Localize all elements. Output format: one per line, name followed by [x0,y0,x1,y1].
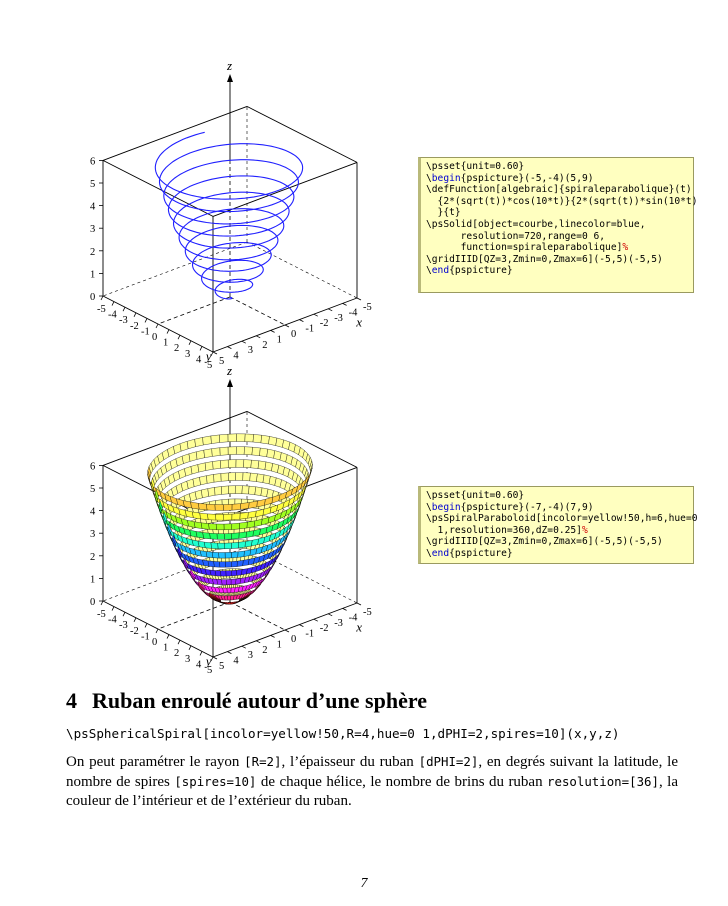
ribbon-facet [228,486,235,494]
y-tick-label: 0 [291,329,297,340]
x-tick [167,330,169,334]
section-heading [66,688,427,714]
spiral-paraboloid-plot [0,365,420,675]
ribbon-facet [215,505,224,511]
description-paragraph [66,752,678,811]
z-tick-label: 4 [90,201,96,213]
ribbon-facet [201,523,209,530]
x-tick-label: -3 [119,620,128,632]
ribbon-facet [221,473,229,481]
y-tick [343,303,347,305]
ribbon-facet [198,503,207,510]
frame-edge [103,106,247,160]
x-tick [189,646,191,650]
ribbon-facet [235,486,242,494]
x-tick [112,302,114,306]
code-line: \gridIIID[QZ=3,Zmin=0,Zmax=6](-5,5)(-5,5) [426,536,663,548]
y-tick-label: 3 [247,345,254,357]
ribbon-facet [221,486,228,495]
para-text: On peut paramétrer le rayon [66,754,245,770]
x-tick [123,307,125,311]
ribbon-facet [212,448,221,457]
ribbon-facet [247,521,255,528]
ribbon-facet [237,434,246,442]
ribbon-facet [211,435,220,444]
ribbon-facet [203,533,211,539]
ribbon-facet [216,524,224,530]
ribbon-facet [195,437,204,446]
z-tick-label: 1 [90,574,96,586]
y-tick-label: 2 [262,339,268,351]
ribbon-facet [191,502,200,509]
ribbon-facet [182,454,190,464]
ribbon-facet [225,552,232,558]
ribbon-facet [244,550,251,557]
ribbon-facet [269,436,277,445]
y-tick-label: -3 [334,312,343,324]
y-tick [357,603,361,605]
code-line: \defFunction[algebraic]{spiraleparabolique}(t) [426,184,692,196]
ribbon-facet [219,434,228,442]
ribbon-facet [244,447,253,455]
z-tick-label: 5 [90,179,96,190]
ribbon-facet [232,523,240,530]
y-tick-label: 4 [233,350,239,362]
y-tick-label: 2 [262,644,268,656]
y-tick [256,336,260,338]
code-line: \psset{unit=0.60} [426,490,525,501]
z-tick-label: 6 [90,461,96,473]
z-tick-label: 1 [90,269,96,281]
x-tick-label: -2 [130,625,139,637]
ribbon-facet [231,561,237,567]
y-tick [314,619,318,621]
y-tick [227,347,231,349]
x-tick-label: 1 [163,337,169,349]
code-line: }{t} [426,207,461,219]
para-text: de chaque hélice, le nombre de brins du ruban [256,774,548,790]
ribbon-facet [206,504,215,510]
ribbon-facet [260,448,268,457]
y-tick [271,330,275,332]
y-tick-label: -2 [319,318,329,330]
ribbon-facet [240,512,249,519]
para-text: , en degrés suivant la latitude, le nombre de spires [66,754,678,790]
ribbon-facet [224,514,232,520]
y-tick [256,641,260,643]
x-tick [178,335,180,339]
ribbon-facet [200,476,208,485]
x-tick [200,346,202,350]
ribbon-facet [236,460,244,468]
ribbon-facet [228,447,236,455]
ribbon-facet [205,462,213,471]
ribbon-facet [184,466,192,476]
x-tick-label: -1 [141,631,150,643]
ribbon-facet [232,542,239,548]
y-tick-label: 5 [219,356,225,367]
x-tick [101,296,103,300]
x-tick-label: -5 [97,609,106,620]
ribbon-facet [228,473,235,481]
ribbon-facet [245,434,254,442]
code-line: 1,resolution=360,dZ=0.25]% [426,524,588,536]
ribbon-facet [220,460,228,468]
x-tick-label: -2 [130,320,139,332]
code-line: {2*(sqrt(t))*cos(10*t)}{2*(sqrt(t))*sin(10*t) [426,195,698,207]
x-tick [123,612,125,616]
y-tick-label: 5 [219,661,225,672]
x-axis-label: x [356,619,362,635]
page-number: 7 [360,876,368,891]
ribbon-facet [210,533,218,539]
y-axis [158,297,230,324]
ribbon-facet [248,511,257,518]
ribbon-facet [236,447,244,455]
z-tick-label: 6 [90,156,96,168]
ribbon-facet [250,473,258,482]
x-tick [145,318,147,322]
ribbon-facet [191,465,199,475]
y-tick [213,352,217,354]
x-tick-label: 4 [196,659,202,671]
ribbon-facet [180,441,188,451]
x-tick-label: 3 [185,348,191,360]
code-line: \begin{pspicture}(-5,-4)(5,9) [426,172,594,184]
ribbon-facet [198,463,206,472]
z-axis-label: z [227,60,233,74]
ribbon-facet [220,447,228,455]
x-tick-label: 0 [152,332,158,343]
x-tick [167,635,169,639]
z-axis-label: z [227,365,233,379]
para-code: resolution=[36] [547,774,659,789]
y-tick-label: -4 [348,307,358,319]
para-code: [R=2] [244,754,282,769]
ribbon-facet [220,571,226,576]
para-code: [spires=10] [174,774,257,789]
y-tick-label: 3 [247,650,254,662]
ribbon-facet [252,447,260,456]
ribbon-facet [214,474,222,483]
frame-hidden-edge [103,242,247,296]
ribbon-facet [228,460,236,468]
code-listing-paraboloid [418,486,698,564]
code-line: \psSpiralParaboloid[incolor=yellow!50,h=6,hue=0 [426,513,698,525]
ribbon-facet [213,461,221,470]
ribbon-facet [238,542,245,549]
z-tick-label: 2 [90,551,96,563]
y-tick-label: -5 [363,607,372,618]
figure-spiral-curve [0,60,420,370]
ribbon-facet [246,531,254,538]
z-tick-label: 3 [90,529,96,541]
z-axis-arrow [227,379,233,387]
command-syntax: \psSphericalSpiral[incolor=yellow!50,R=4,hue=0 1,dPHI=2,spires=10](x,y,z) [66,726,620,741]
ribbon-facet [207,514,216,520]
ribbon-facet [227,588,231,593]
ribbon-facet [258,537,265,545]
ribbon-facet [217,534,225,540]
spiral-curve [155,132,302,299]
x-tick-label: 5 [207,665,213,675]
ribbon-facet [248,486,255,495]
ribbon-facet [251,460,259,469]
z-tick-label: 5 [90,484,96,495]
ribbon-facet [196,450,204,459]
y-tick [227,652,231,654]
ribbon-facet [204,449,213,458]
ribbon-facet [209,524,217,530]
para-text: , la couleur de l’intérieur et de l’extérieur du ruban. [66,774,678,809]
y-tick-label: -5 [363,302,372,313]
code-listing-spiral [418,157,698,293]
z-tick-label: 0 [90,292,96,303]
ribbon-facet [189,452,197,462]
ribbon-facet [195,490,202,499]
ribbon-facet [232,513,240,520]
x-tick-label: -4 [108,614,117,626]
ribbon-facet [267,449,275,458]
ribbon-facet [237,560,243,566]
y-axis-label: y [205,348,212,364]
ribbon-facet [232,504,241,511]
x-tick [112,607,114,611]
ribbon-facet [258,461,266,470]
code-line: \psSolid[object=courbe,linecolor=blue, [426,218,646,230]
ribbon-facet [219,562,225,568]
z-tick-label: 2 [90,246,96,258]
x-tick-label: 1 [163,642,169,654]
x-tick-label: -5 [97,304,106,315]
ribbon-facet [239,532,247,539]
y-tick [314,314,318,316]
ribbon-facet [216,514,224,520]
ribbon-facet [231,588,235,593]
x-tick [156,629,158,633]
x-tick-label: 2 [174,648,180,660]
x-tick [200,651,202,655]
ribbon-facet [187,439,196,449]
x-tick-label: 2 [174,343,180,355]
ribbon-facet [224,533,231,539]
ribbon-facet [231,552,238,558]
ribbon-facet [224,524,232,530]
section-title: Ruban enroulé autour d’une sphère [92,688,427,713]
x-tick-label: -4 [108,309,117,321]
y-tick-label: -2 [319,623,329,635]
ribbon-facet [206,474,214,483]
x-tick-label: 4 [196,354,202,366]
ribbon-facet [261,435,270,444]
figure-spiral-paraboloid [0,365,420,675]
ribbon-facet [203,436,212,445]
y-axis-label: y [205,653,212,669]
ribbon-facet [228,434,237,442]
ribbon-facet [243,559,250,566]
ribbon-facet [201,489,208,498]
y-tick [328,614,332,616]
y-tick [357,298,361,300]
ribbon-facet [215,487,222,496]
x-axis [230,602,285,630]
y-tick [213,657,217,659]
code-line: \gridIIID[QZ=3,Zmin=0,Zmax=6](-5,5)(-5,5) [426,253,663,265]
ribbon-facet [200,513,208,520]
ribbon-facet [242,486,249,494]
x-tick-label: 0 [152,637,158,648]
ribbon-facet [218,543,225,549]
ribbon-facet [219,553,226,559]
ribbon-facet [236,473,244,481]
x-axis [230,297,285,325]
y-tick [242,341,246,343]
ribbon-facet [226,579,231,584]
code-line: function=spiraleparabolique]% [426,242,629,254]
frame-edge [247,106,357,162]
x-axis-label: x [356,314,362,330]
z-tick-label: 0 [90,597,96,608]
spiral-curve-plot [0,60,420,370]
y-tick [328,309,332,311]
ribbon-facet [231,570,237,576]
y-tick [343,608,347,610]
ribbon-facet [238,551,245,557]
y-tick-label: 4 [233,655,239,667]
x-tick [134,313,136,317]
y-tick-label: -1 [305,323,315,335]
x-tick-label: 5 [207,360,213,370]
frame-edge [213,162,357,216]
y-tick-label: -4 [348,612,358,624]
section-number: 4 [66,688,77,713]
y-tick-label: 1 [276,639,282,651]
x-tick [178,640,180,644]
ribbon-facet [226,571,232,577]
y-tick-label: -1 [305,628,315,640]
ribbon-facet [240,503,249,510]
ribbon-facet [232,533,240,539]
x-tick [134,618,136,622]
code-line: \begin{pspicture}(-7,-4)(7,9) [426,501,594,513]
code-line: \psset{unit=0.60} [426,161,525,172]
z-tick-label: 4 [90,506,96,518]
para-code: [dPHI=2] [418,754,479,769]
z-tick-label: 3 [90,224,96,236]
ribbon-facet [243,473,251,481]
y-tick-label: -3 [334,617,343,629]
ribbon-facet [221,580,226,585]
ribbon-facet [243,460,251,468]
y-tick [299,625,303,627]
ribbon-facet [223,504,232,510]
y-tick [242,646,246,648]
y-axis [158,602,230,629]
code-line: \end{pspicture} [426,265,513,277]
ribbon-facet [236,570,242,576]
x-tick-label: 3 [185,653,191,665]
ribbon-facet [236,578,241,584]
y-tick [285,325,289,327]
x-tick [156,324,158,328]
ribbon-facet [225,543,232,549]
ribbon-facet [193,477,201,487]
y-tick-label: 1 [276,334,282,346]
y-tick [271,635,275,637]
ribbon-facet [253,434,262,443]
ribbon-facet [225,562,231,568]
x-tick-label: -1 [141,326,150,338]
ribbon-facet [245,540,252,547]
y-tick [285,630,289,632]
code-line: \end{pspicture} [426,547,513,559]
para-text: , l’épaisseur du ruban [281,754,419,770]
y-tick-label: 0 [291,634,297,645]
x-tick [145,623,147,627]
ribbon-facet [231,579,236,585]
x-tick-label: -3 [119,315,128,327]
z-axis-arrow [227,74,233,82]
x-tick [101,601,103,605]
ribbon-facet [211,543,218,549]
code-line: resolution=720,range=0 6, [426,230,606,242]
x-tick [189,341,191,345]
ribbon-facet [208,487,215,496]
ribbon-facet [239,522,247,529]
y-tick [299,320,303,322]
ribbon-facet [212,552,219,558]
